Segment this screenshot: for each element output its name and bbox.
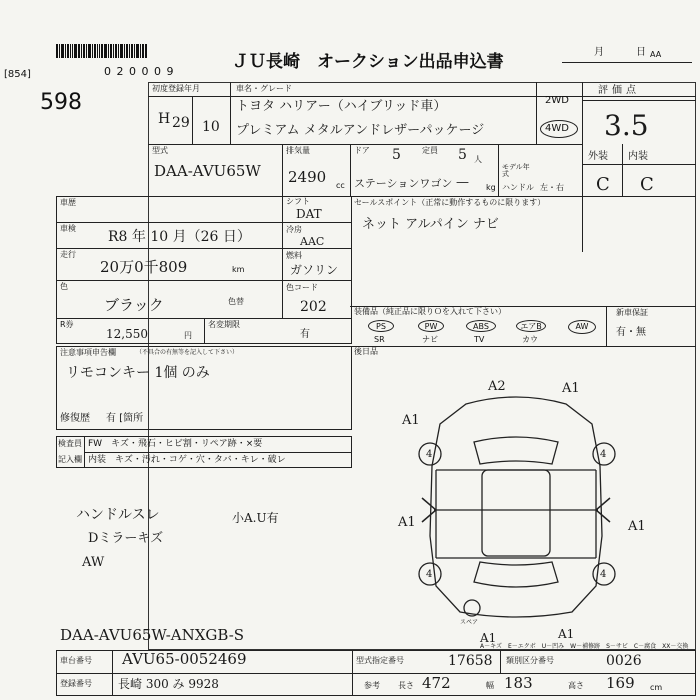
- car-diagram: [396, 386, 636, 626]
- equip-sr: SR: [374, 335, 385, 344]
- height-value: 169: [606, 674, 635, 692]
- mark-bottom-right: A1: [558, 627, 575, 641]
- mark-right: A1: [628, 519, 646, 534]
- notes-sub-label: （不具合の有無等を記入して下さい）: [136, 349, 239, 356]
- color-change-label: 色替: [228, 297, 244, 306]
- inspector-line1: FW キズ・飛石・ヒビ割・リペア跡・×要: [88, 439, 263, 449]
- inspector-label1: 検査員: [58, 439, 82, 448]
- car-name-label: 車名・グレード: [236, 84, 292, 93]
- equip-abs: ABS: [466, 320, 496, 332]
- capacity-unit: 人: [474, 155, 482, 164]
- sales-point-value: ネット アルパイン ナビ: [362, 217, 499, 232]
- equipment-label: 装備品（純正品に限りＯを入れて下さい）: [354, 307, 506, 316]
- type-number-label: 型式指定番号: [356, 656, 404, 665]
- date-month: 月: [594, 47, 604, 58]
- notes-label: 注意事項申告欄: [60, 348, 116, 357]
- handle-value: 左・右: [540, 183, 564, 192]
- car-name-line1: トヨタ ハリアー（ハイブリッド車）: [236, 99, 447, 114]
- equip-aw: AW: [568, 320, 596, 334]
- model-value: DAA-AVU65W: [154, 162, 261, 180]
- fuel-label: 燃料: [286, 251, 302, 260]
- chassis-full: DAA-AVU65W-ANXGB-S: [60, 626, 245, 644]
- model-label: 型式: [152, 146, 168, 155]
- displacement-value: 2490: [288, 168, 327, 186]
- chassis-value: AVU65-0052469: [122, 650, 247, 668]
- mark-top-left: A1: [402, 413, 420, 428]
- mileage-unit: km: [232, 265, 245, 274]
- color-value: ブラック: [104, 296, 164, 314]
- model-year-label: モデル年式: [502, 163, 530, 178]
- evaluation-score: 3.5: [604, 109, 649, 142]
- aircon-label: 冷房: [286, 225, 302, 234]
- history-label: 車歴: [60, 198, 76, 207]
- equip-tv: TV: [474, 335, 485, 344]
- mileage-value: 20万0千809: [100, 258, 188, 276]
- mark-top-mid: A2: [488, 379, 506, 394]
- equip-ps: PS: [368, 320, 394, 332]
- barcode: [56, 44, 148, 60]
- length-label: 長さ: [398, 681, 414, 690]
- lot-number: 598: [40, 90, 82, 115]
- aircon-value: AAC: [300, 235, 325, 248]
- color-code-label: 色コード: [286, 283, 318, 292]
- shaken-value: R8 年 10 月（26 日）: [108, 229, 251, 245]
- height-label: 高さ: [568, 681, 584, 690]
- int-grade-label: 内装: [628, 151, 648, 162]
- recycle-label: R券: [60, 320, 74, 329]
- width-value: 183: [504, 674, 533, 692]
- dims-unit: cm: [650, 683, 663, 692]
- new-warranty-value: 有・無: [616, 327, 646, 338]
- equip-pw: PW: [418, 320, 444, 332]
- displacement-unit: cc: [336, 181, 345, 190]
- recycle-value: 12,550: [106, 327, 148, 341]
- ext-grade-value: C: [596, 174, 610, 195]
- drive-4wd: 4WD: [545, 123, 569, 134]
- body-type: ステーションワゴン: [354, 177, 453, 190]
- handwritten-line3: AW: [82, 555, 105, 570]
- tire-mark-rl: 4: [426, 569, 433, 580]
- form-title: ＪＵ長崎 オークション出品申込書: [232, 52, 504, 72]
- first-reg-year: 29: [172, 115, 190, 131]
- windshield: [474, 437, 558, 464]
- doors-label: ドア: [354, 146, 370, 155]
- ext-grade-label: 外装: [588, 151, 608, 162]
- spare-label: スペア: [460, 619, 479, 626]
- tire-mark-fr: 4: [600, 449, 607, 460]
- handwritten-line2: Dミラーキズ: [88, 531, 164, 546]
- type-number-value: 17658: [448, 653, 493, 669]
- color-label: 色: [60, 282, 68, 291]
- doors-value: 5: [392, 147, 401, 163]
- mark-left: A1: [398, 515, 416, 530]
- sales-point-label: セールスポイント（正常に動作するものに限ります）: [354, 198, 546, 207]
- lot-tag: [854]: [4, 69, 31, 80]
- chassis-label: 車台番号: [60, 656, 92, 665]
- date-suffix: AA: [650, 50, 662, 59]
- tire-mark-fl: 4: [426, 449, 433, 460]
- mark-bottom-mid: A1: [480, 631, 497, 645]
- plate-value: 長崎 300 み 9928: [118, 677, 219, 691]
- car-name-line2: プレミアム メタルアンドレザーパッケージ: [236, 123, 485, 138]
- date-day: 日: [636, 47, 646, 58]
- handwritten-line1: ハンドルスレ: [76, 507, 160, 523]
- shaken-label: 車検: [60, 224, 76, 233]
- handle-label: ハンドル: [502, 183, 534, 192]
- equip-cow: カウ: [522, 335, 538, 344]
- new-warranty-label: 新車保証: [616, 308, 648, 317]
- roof: [482, 470, 550, 556]
- color-code-value: 202: [300, 299, 327, 315]
- int-grade-value: C: [640, 174, 654, 195]
- displacement-label: 排気量: [286, 146, 310, 155]
- inspector-label2: 記入欄: [58, 455, 82, 464]
- first-reg-label: 初度登録年月: [152, 84, 200, 93]
- shift-label: シフト: [286, 197, 310, 206]
- repair-value: 有 [箇所: [106, 413, 144, 424]
- mark-top-right: A1: [562, 381, 580, 396]
- evaluation-label: 評価点: [598, 85, 640, 96]
- tire-mark-rr: 4: [600, 569, 607, 580]
- equip-airbag: エアB: [516, 320, 546, 332]
- recycle-unit: 円: [184, 331, 192, 340]
- notes-value: リモコンキー 1個 のみ: [66, 365, 210, 381]
- name-change-label: 名変期限: [208, 320, 240, 329]
- dims-ref-label: 参考: [364, 681, 380, 690]
- plate-label: 登録番号: [60, 679, 92, 688]
- class-number-value: 0026: [606, 653, 642, 669]
- length-value: 472: [422, 674, 451, 692]
- inspector-line2: 内装 キズ・汚れ・コゲ・穴・タバ・キレ・破レ: [88, 455, 286, 465]
- rear-window: [474, 562, 558, 587]
- first-reg-month: 10: [202, 119, 220, 135]
- capacity-label: 定員: [422, 146, 438, 155]
- shift-value: DAT: [296, 207, 322, 221]
- notes-block: [56, 346, 352, 430]
- handwritten-line4: 小A.U有: [232, 511, 279, 525]
- mileage-label: 走行: [60, 250, 76, 259]
- first-reg-era: H: [158, 111, 171, 127]
- repair-label: 修復歴: [60, 413, 90, 424]
- load-value: —: [456, 175, 469, 190]
- car-outline: [430, 397, 602, 617]
- class-number-label: 類別区分番号: [506, 656, 554, 665]
- name-change-value: 有: [300, 329, 310, 340]
- capacity-value: 5: [458, 147, 467, 163]
- barcode-number: 0 2 0 0 0 9: [104, 65, 175, 78]
- load-unit: kg: [486, 183, 496, 192]
- drive-2wd: 2WD: [545, 95, 569, 106]
- rear-label: 後日品: [354, 347, 378, 356]
- fuel-value: ガソリン: [290, 263, 339, 277]
- equip-navi: ナビ: [422, 335, 438, 344]
- width-label: 幅: [486, 681, 494, 690]
- damage-legend: A－キズ E－エクボ U－凹み W－補修跡 S－サビ C－腐食 XX－交換: [480, 643, 689, 650]
